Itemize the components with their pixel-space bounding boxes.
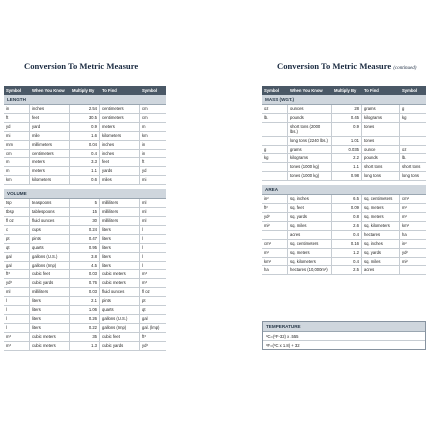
cell-result-symbol (400, 123, 426, 136)
cell-when-you-know: pounds (288, 114, 332, 122)
cell-when-you-know: short tons (2000 lbs.) (288, 123, 332, 136)
cell-result-symbol: cm (142, 106, 148, 111)
table-row (4, 262, 166, 271)
cell-to-find: cubic meters (100, 270, 140, 278)
cell-to-find: inches (100, 141, 140, 149)
cell-multiply-by: 0.03 (70, 288, 100, 296)
cell-to-find: sq. meters (362, 213, 400, 221)
table-row (262, 240, 426, 249)
cell-to-find: cubic meters (100, 279, 140, 287)
cell-result-symbol: cm² (402, 196, 409, 202)
header-result-symbol: Symbol (402, 88, 418, 93)
cell-to-find: tones (362, 137, 400, 145)
cell-to-find: liters (100, 244, 140, 252)
temperature-formula-f: ºF=(ºC x 1.8) + 32 (266, 342, 300, 348)
cell-multiply-by: 6.5 (332, 195, 362, 203)
cell-to-find: fluid ounces (100, 288, 140, 296)
cell-result-symbol: long tons (402, 173, 419, 179)
header-multiply-by: Multiply By (334, 88, 357, 93)
cell-result-symbol: oz (402, 146, 407, 152)
table-row (4, 324, 166, 333)
cell-to-find: grams (362, 105, 400, 113)
cell-symbol: yd³ (4, 279, 30, 287)
cell-multiply-by: 1.01 (332, 137, 362, 145)
section-heading: VOLUME (4, 189, 166, 199)
table-row (4, 279, 166, 288)
table-row (4, 244, 166, 253)
cell-symbol: l (4, 324, 30, 332)
table-row (4, 270, 166, 279)
cell-result-symbol: yd³ (142, 342, 148, 348)
cell-to-find: sq. inches (362, 240, 400, 248)
cell-multiply-by: 3.3 (70, 158, 100, 166)
temperature-box (262, 321, 426, 350)
cell-result-symbol: cm (142, 114, 148, 120)
cell-symbol: gal (4, 253, 30, 261)
right-page-title (277, 61, 416, 71)
table-row (262, 154, 426, 163)
cell-to-find: sq. miles (362, 258, 400, 266)
table-row (4, 253, 166, 262)
cell-when-you-know: kilometers (30, 176, 70, 184)
cell-symbol: mi² (262, 222, 288, 230)
cell-to-find: milliliters (100, 217, 140, 225)
header-symbol: Symbol (6, 88, 22, 93)
cell-symbol: l (4, 297, 30, 305)
cell-multiply-by: 1.1 (70, 167, 100, 175)
cell-result-symbol: m² (402, 213, 407, 219)
header-result-symbol: Symbol (142, 88, 158, 93)
cell-result-symbol: gal (142, 315, 148, 321)
cell-multiply-by: 0.9 (70, 123, 100, 131)
cell-symbol: cm (4, 150, 30, 158)
table-row (4, 176, 166, 185)
cell-to-find: kilograms (362, 114, 400, 122)
cell-result-symbol: ml (142, 217, 147, 223)
cell-result-symbol: yd² (402, 249, 408, 255)
cell-result-symbol (400, 266, 426, 274)
cell-symbol: ft³ (4, 270, 30, 278)
cell-when-you-know: cubic meters (30, 333, 70, 341)
cell-result-symbol: m² (402, 205, 407, 211)
cell-to-find: liters (100, 235, 140, 243)
cell-symbol: km (4, 176, 30, 184)
cell-symbol: m² (262, 249, 288, 257)
cell-result-symbol: km (142, 132, 148, 138)
header-to-find: To Find (364, 88, 379, 93)
cell-when-you-know: grams (288, 146, 332, 154)
cell-symbol: g (262, 146, 288, 154)
table-row (4, 141, 166, 150)
cell-to-find: inches (100, 150, 140, 158)
cell-when-you-know: centimeters (30, 150, 70, 158)
cell-to-find: meters (100, 123, 140, 131)
cell-when-you-know: cubic yards (30, 279, 70, 287)
cell-to-find: sq. yards (362, 249, 400, 257)
cell-symbol: pt (4, 235, 30, 243)
cell-when-you-know: liters (30, 297, 70, 305)
table-row (262, 123, 426, 137)
cell-symbol: ft (4, 114, 30, 122)
left-conversion-table (4, 86, 166, 351)
cell-when-you-know: inches (30, 105, 70, 113)
cell-multiply-by: 0.4 (332, 258, 362, 266)
cell-to-find: liters (100, 253, 140, 261)
cell-when-you-know: fluid ounces (30, 217, 70, 225)
cell-when-you-know: liters (30, 306, 70, 314)
cell-multiply-by: 5 (70, 199, 100, 207)
cell-to-find: pounds (362, 154, 400, 162)
cell-to-find: milliliters (100, 199, 140, 207)
cell-to-find: gallons (U.S.) (100, 315, 140, 323)
cell-when-you-know: sq. meters (288, 249, 332, 257)
cell-result-symbol: m (142, 123, 146, 129)
table-row (4, 297, 166, 306)
table-row (4, 342, 166, 351)
cell-result-symbol: pt (142, 298, 146, 304)
cell-multiply-by: 1.1 (332, 163, 362, 171)
cell-multiply-by: 0.4 (332, 231, 362, 239)
table-row (262, 231, 426, 240)
cell-symbol: ha (262, 266, 288, 274)
table-row (262, 137, 426, 146)
cell-multiply-by: 0.8 (332, 213, 362, 221)
cell-to-find: sq. centimeters (362, 195, 400, 203)
cell-result-symbol: short tons (402, 164, 421, 170)
cell-symbol (262, 163, 288, 171)
cell-to-find: liters (100, 262, 140, 270)
cell-result-symbol: g (402, 106, 405, 111)
cell-multiply-by: 0.45 (332, 114, 362, 122)
cell-multiply-by: 2.1 (70, 297, 100, 305)
cell-symbol: l (4, 306, 30, 314)
cell-multiply-by: 1.3 (70, 342, 100, 350)
cell-multiply-by: 0.47 (70, 235, 100, 243)
table-row (262, 204, 426, 213)
table-row (4, 235, 166, 244)
cell-symbol: mi (4, 132, 30, 140)
table-header (262, 86, 426, 95)
cell-multiply-by: 0.76 (70, 279, 100, 287)
cell-multiply-by: 0.035 (332, 146, 362, 154)
left-page-title (24, 61, 138, 71)
cell-when-you-know: cubic meters (30, 342, 70, 350)
cell-to-find: feet (100, 158, 140, 166)
cell-symbol: in² (262, 195, 288, 203)
cell-symbol: lb. (262, 114, 288, 122)
cell-to-find: yards (100, 167, 140, 175)
cell-result-symbol: l (142, 226, 143, 232)
cell-result-symbol: mi² (402, 258, 408, 264)
cell-multiply-by: 2.54 (70, 105, 100, 113)
cell-multiply-by: 30 (70, 217, 100, 225)
header-when-you-know: When You Know (32, 88, 65, 93)
cell-result-symbol: ml (142, 209, 147, 215)
header-multiply-by: Multiply By (72, 88, 95, 93)
cell-result-symbol: mi (142, 177, 147, 183)
cell-when-you-know: yard (30, 123, 70, 131)
table-row (4, 217, 166, 226)
cell-symbol: gal (4, 262, 30, 270)
table-row (262, 266, 426, 275)
cell-result-symbol: ft (142, 159, 145, 165)
table-row (4, 333, 166, 342)
table-row (4, 158, 166, 167)
cell-to-find: long tons (362, 172, 400, 180)
cell-symbol: m (4, 158, 30, 166)
cell-when-you-know: long tons (2240 lbs.) (288, 137, 332, 145)
cell-result-symbol: fl oz (142, 289, 150, 295)
cell-when-you-know: tones (1000 kg) (288, 163, 332, 171)
table-row (4, 123, 166, 132)
table-row (4, 132, 166, 141)
cell-symbol: kg (262, 154, 288, 162)
table-row (4, 288, 166, 297)
cell-multiply-by: 0.9 (332, 123, 362, 136)
cell-multiply-by: 2.2 (332, 154, 362, 162)
cell-result-symbol: in² (402, 240, 407, 246)
cell-result-symbol: lb. (402, 155, 407, 161)
cell-result-symbol: l (142, 235, 143, 241)
cell-to-find: cubic yards (100, 342, 140, 350)
header-symbol: Symbol (264, 88, 280, 93)
cell-symbol: in (4, 105, 30, 113)
cell-when-you-know: cups (30, 226, 70, 234)
cell-when-you-know: sq. kilometers (288, 258, 332, 266)
cell-symbol: m (4, 167, 30, 175)
cell-symbol: qt (4, 244, 30, 252)
cell-when-you-know: sq. yards (288, 213, 332, 221)
cell-when-you-know: milliliters (30, 288, 70, 296)
cell-to-find: acres (362, 266, 400, 274)
cell-when-you-know: meters (30, 167, 70, 175)
cell-to-find: sq. kilometers (362, 222, 400, 230)
cell-multiply-by: 0.98 (332, 172, 362, 180)
cell-when-you-know: teaspoons (30, 199, 70, 207)
cell-to-find: kilometers (100, 132, 140, 140)
cell-symbol: m³ (4, 333, 30, 341)
cell-when-you-know: gallons (U.S.) (30, 253, 70, 261)
temperature-formula-c: ºC=(ºF-32) x .555 (263, 332, 425, 341)
cell-multiply-by: 0.16 (332, 240, 362, 248)
cell-symbol: tsp (4, 199, 30, 207)
cell-result-symbol: l (142, 262, 143, 268)
table-row (4, 199, 166, 208)
table-row (4, 306, 166, 315)
cell-to-find: short tons (362, 163, 400, 171)
cell-result-symbol: ml (142, 200, 147, 206)
cell-symbol: oz (262, 105, 288, 113)
cell-multiply-by: 28 (332, 105, 362, 113)
cell-symbol: mm (4, 141, 30, 149)
temperature-heading: TEMPERATURE (263, 322, 425, 332)
cell-when-you-know: liters (30, 324, 70, 332)
cell-result-symbol: km² (402, 222, 409, 228)
right-conversion-table (262, 86, 426, 275)
table-row (4, 150, 166, 159)
cell-result-symbol: gal. (lmp) (142, 324, 160, 330)
cell-symbol: c (4, 226, 30, 234)
cell-result-symbol: kg (402, 114, 407, 120)
cell-when-you-know: sq. inches (288, 195, 332, 203)
cell-multiply-by: 15 (70, 208, 100, 216)
cell-result-symbol: in (142, 141, 146, 147)
cell-symbol: km² (262, 258, 288, 266)
cell-result-symbol: yd (142, 168, 147, 174)
table-row (262, 222, 426, 231)
cell-symbol: yd² (262, 213, 288, 221)
cell-multiply-by: 1.2 (332, 249, 362, 257)
cell-multiply-by: 0.03 (70, 270, 100, 278)
cell-when-you-know: tones (1000 kg) (288, 172, 332, 180)
cell-symbol: ft² (262, 204, 288, 212)
table-row (262, 213, 426, 222)
right-title-note: (continued) (393, 66, 417, 71)
cell-when-you-know: tablespoons (30, 208, 70, 216)
cell-result-symbol: m³ (142, 271, 147, 277)
table-row (262, 105, 426, 114)
table-row (4, 226, 166, 235)
cell-to-find: liters (100, 226, 140, 234)
table-row (262, 146, 426, 155)
cell-multiply-by: 30.5 (70, 114, 100, 122)
table-row (262, 114, 426, 123)
cell-to-find: ounce (362, 146, 400, 154)
section-heading: MASS (WGT.) (262, 95, 426, 105)
cell-symbol: cm² (262, 240, 288, 248)
cell-multiply-by: 0.24 (70, 226, 100, 234)
cell-result-symbol: l (142, 244, 143, 250)
cell-when-you-know: sq. centimeters (288, 240, 332, 248)
cell-result-symbol: in (142, 150, 146, 156)
cell-multiply-by: 0.6 (70, 176, 100, 184)
cell-symbol (262, 137, 288, 145)
cell-symbol: l (4, 315, 30, 323)
cell-to-find: tones (362, 123, 400, 136)
table-row (4, 208, 166, 217)
cell-when-you-know: gallons (Imp) (30, 262, 70, 270)
cell-symbol: m³ (4, 342, 30, 350)
cell-when-you-know: hectares (10,000m²) (288, 266, 332, 274)
cell-to-find: pints (100, 297, 140, 305)
cell-when-you-know: quarts (30, 244, 70, 252)
cell-result-symbol: ha (402, 231, 407, 237)
table-row (262, 249, 426, 258)
cell-multiply-by: 0.95 (70, 244, 100, 252)
cell-symbol (262, 231, 288, 239)
cell-result-symbol: m³ (142, 280, 147, 286)
cell-when-you-know: liters (30, 315, 70, 323)
cell-symbol: fl oz (4, 217, 30, 225)
cell-when-you-know: cubic feet (30, 270, 70, 278)
header-when-you-know: When You Know (290, 88, 323, 93)
cell-when-you-know: kilograms (288, 154, 332, 162)
table-row (262, 195, 426, 204)
cell-to-find: miles (100, 176, 140, 184)
table-row (262, 258, 426, 267)
cell-when-you-know: ounces (288, 105, 332, 113)
cell-when-you-know: mile (30, 132, 70, 140)
cell-symbol: ml (4, 288, 30, 296)
table-row (262, 163, 426, 172)
cell-to-find: gallons (Imp) (100, 324, 140, 332)
cell-multiply-by: 0.4 (70, 150, 100, 158)
table-header (4, 86, 166, 95)
section-heading: LENGTH (4, 95, 166, 105)
cell-to-find: centimeters (100, 105, 140, 113)
cell-result-symbol: qt (142, 307, 146, 313)
cell-multiply-by: 0.09 (332, 204, 362, 212)
right-title-text: Conversion To Metric Measure (277, 61, 392, 71)
cell-multiply-by: 3.8 (70, 253, 100, 261)
cell-multiply-by: 4.5 (70, 262, 100, 270)
cell-to-find: quarts (100, 306, 140, 314)
cell-multiply-by: 1.6 (70, 132, 100, 140)
cell-when-you-know: feet (30, 114, 70, 122)
cell-multiply-by: 35 (70, 333, 100, 341)
table-row (4, 315, 166, 324)
table-row (4, 105, 166, 114)
cell-multiply-by: 0.26 (70, 315, 100, 323)
cell-result-symbol: ft³ (142, 333, 146, 339)
cell-when-you-know: sq. feet (288, 204, 332, 212)
cell-when-you-know: millimeters (30, 141, 70, 149)
cell-to-find: milliliters (100, 208, 140, 216)
table-row (4, 114, 166, 123)
section-heading: AREA (262, 185, 426, 195)
cell-multiply-by: 2.5 (332, 266, 362, 274)
left-title-text: Conversion To Metric Measure (24, 61, 139, 71)
cell-symbol (262, 172, 288, 180)
cell-symbol (262, 123, 288, 136)
cell-to-find: sq. meters (362, 204, 400, 212)
cell-multiply-by: 2.6 (332, 222, 362, 230)
cell-to-find: cubic feet (100, 333, 140, 341)
cell-symbol: tbsp (4, 208, 30, 216)
cell-multiply-by: 0.22 (70, 324, 100, 332)
table-row (262, 172, 426, 181)
cell-to-find: hectares (362, 231, 400, 239)
cell-multiply-by: 0.04 (70, 141, 100, 149)
cell-to-find: centimeters (100, 114, 140, 122)
cell-when-you-know: sq. miles (288, 222, 332, 230)
cell-multiply-by: 1.06 (70, 306, 100, 314)
cell-when-you-know: acres (288, 231, 332, 239)
cell-result-symbol (400, 137, 426, 145)
cell-when-you-know: pints (30, 235, 70, 243)
header-to-find: To Find (102, 88, 117, 93)
cell-result-symbol: l (142, 253, 143, 259)
cell-when-you-know: meters (30, 158, 70, 166)
table-row (4, 167, 166, 176)
cell-symbol: yd (4, 123, 30, 131)
